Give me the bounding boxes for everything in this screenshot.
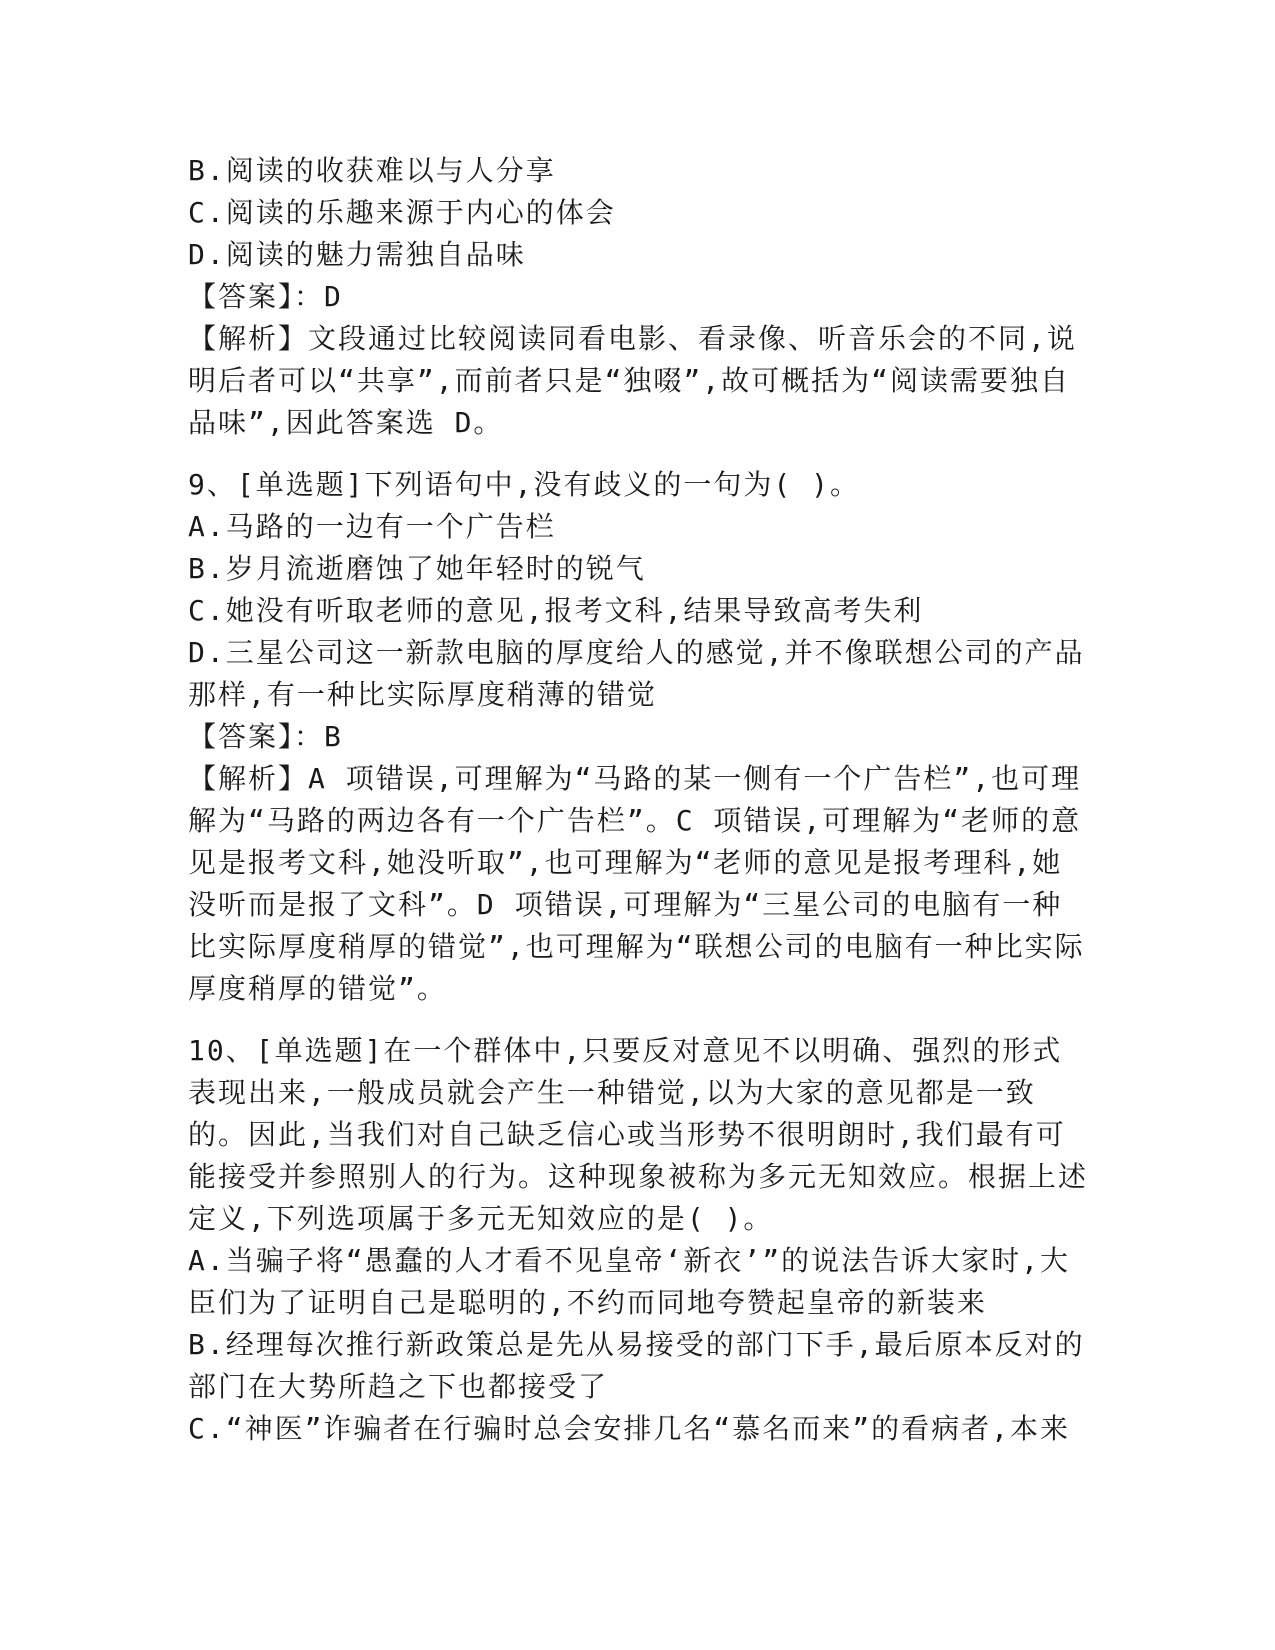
q10-stem: 10、[单选题]在一个群体中,只要反对意见不以明确、强烈的形式表现出来,一般成员就会产生一种错觉,以为大家的意见都是一致的。因此,当我们对自己缺乏信心或当形势不很明朗时,我们最有可能接受并参照别人的行为。这种现象被称为多元无知效应。根据上述定义,下列选项属于多元无知效应的是( )。	[188, 1034, 1089, 1235]
q10-option-a: A.当骗子将“愚蠢的人才看不见皇帝‘新衣’”的说法告诉大家时,大臣们为了证明自己是聪明的,不约而同地夸赞起皇帝的新装来	[188, 1244, 1071, 1319]
q9-analysis: 【解析】A 项错误,可理解为“马路的某一侧有一个广告栏”,也可理解为“马路的两边各有一个广告栏”。C 项错误,可理解为“老师的意见是报考文科,她没听取”,也可理解为“老师的意见是报考理科,她没听而是报了文科”。D 项错误,可理解为“三星公司的电脑有一种比实际厚度稍厚的错觉”,也可理解为“联想公司的电脑有一种比实际厚度稍厚的错觉”。	[188, 762, 1085, 1005]
q9-option-b: B.岁月流逝磨蚀了她年轻时的锐气	[188, 552, 646, 585]
q9-option-a: A.马路的一边有一个广告栏	[188, 510, 556, 543]
q10-option-b: B.经理每次推行新政策总是先从易接受的部门下手,最后原本反对的部门在大势所趋之下也都接受了	[188, 1328, 1085, 1403]
q10-option-c: C.“神医”诈骗者在行骗时总会安排几名“慕名而来”的看病者,本来	[188, 1412, 1071, 1445]
document-page	[188, 150, 1088, 1450]
q9-answer: 【答案】：B	[188, 720, 343, 753]
q9-stem: 9、[单选题]下列语句中,没有歧义的一句为( )。	[188, 468, 861, 501]
spacer	[188, 1010, 1088, 1030]
q8-analysis: 【解析】文段通过比较阅读同看电影、看录像、听音乐会的不同,说明后者可以“共享”,而前者只是“独啜”,故可概括为“阅读需要独自品味”,因此答案选 D。	[188, 322, 1077, 439]
q8-option-c: C.阅读的乐趣来源于内心的体会	[188, 196, 616, 229]
q8-option-b: B.阅读的收获难以与人分享	[188, 154, 556, 187]
q8-option-d: D.阅读的魅力需独自品味	[188, 238, 526, 271]
q8-answer: 【答案】：D	[188, 280, 343, 313]
q9-option-d: D.三星公司这一新款电脑的厚度给人的感觉,并不像联想公司的产品那样,有一种比实际厚度稍薄的错觉	[188, 636, 1085, 711]
q9-option-c: C.她没有听取老师的意见,报考文科,结果导致高考失利	[188, 594, 924, 627]
spacer	[188, 444, 1088, 464]
